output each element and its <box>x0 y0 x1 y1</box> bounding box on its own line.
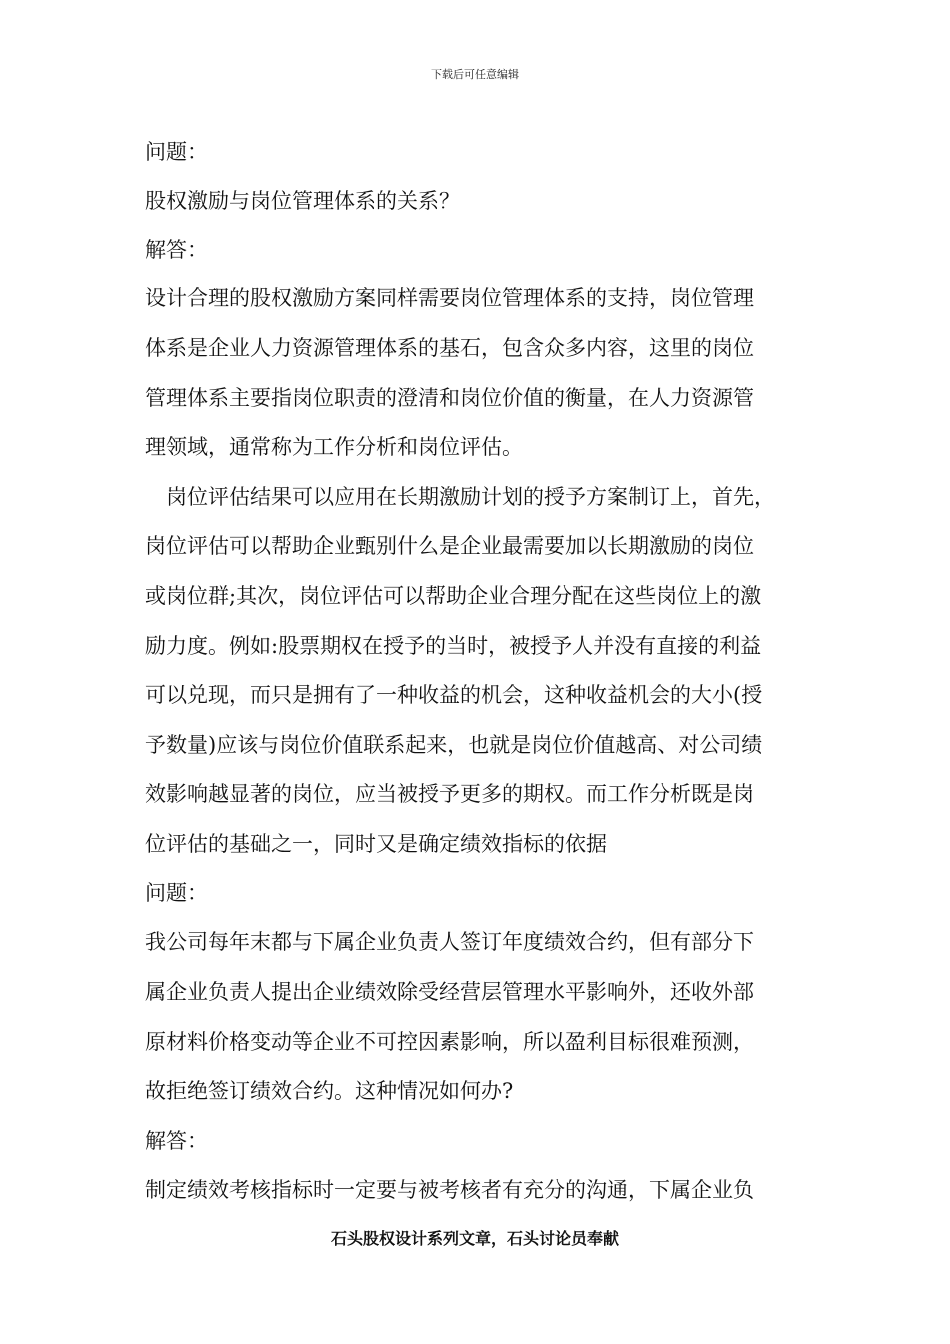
answer-paragraph-line: 励力度。例如:股票期权在授予的当时，被授予人并没有直接的利益 <box>145 633 762 658</box>
question-paragraph-line: 属企业负责人提出企业绩效除受经营层管理水平影响外，还收外部 <box>145 979 754 1004</box>
document-body <box>145 128 835 1216</box>
question-label: 问题： <box>145 140 208 164</box>
answer-paragraph-line: 制定绩效考核指标时一定要与被考核者有充分的沟通，下属企业负 <box>145 1178 754 1203</box>
answer-label: 解答： <box>145 1128 208 1153</box>
answer-paragraph-line: 予数量)应该与岗位价值联系起来，也就是岗位价值越高、对公司绩 <box>145 732 763 757</box>
question-text: 股权激励与岗位管理体系的关系？ <box>145 188 460 213</box>
answer-label: 解答： <box>145 237 208 262</box>
question-paragraph-line: 我公司每年末都与下属企业负责人签订年度绩效合约，但有部分下 <box>145 930 754 955</box>
answer-paragraph-line: 理领域，通常称为工作分析和岗位评估。 <box>145 435 523 460</box>
answer-paragraph-line: 效影响越显著的岗位，应当被授予更多的期权。而工作分析既是岗 <box>145 782 754 807</box>
question-paragraph-line: 原材料价格变动等企业不可控因素影响，所以盈利目标很难预测， <box>145 1029 754 1054</box>
answer-paragraph-line: 体系是企业人力资源管理体系的基石，包含众多内容，这里的岗位 <box>145 335 754 360</box>
answer-paragraph-line: 位评估的基础之一，同时又是确定绩效指标的依据 <box>145 831 607 856</box>
page-header: 下载后可任意编辑 <box>431 68 519 81</box>
page-footer: 石头股权设计系列文章，石头讨论员奉献 <box>330 1229 619 1248</box>
answer-paragraph-line: 管理体系主要指岗位职责的澄清和岗位价值的衡量，在人力资源管 <box>145 385 754 410</box>
question-paragraph-line: 故拒绝签订绩效合约。这种情况如何办? <box>145 1079 514 1104</box>
question-label: 问题： <box>145 880 208 905</box>
answer-paragraph-line: 岗位评估可以帮助企业甄别什么是企业最需要加以长期激励的岗位 <box>145 534 754 559</box>
answer-paragraph-line: 岗位评估结果可以应用在长期激励计划的授予方案制订上，首先， <box>145 484 775 509</box>
answer-paragraph-line: 或岗位群;其次，岗位评估可以帮助企业合理分配在这些岗位上的激 <box>145 583 762 608</box>
answer-paragraph-line: 设计合理的股权激励方案同样需要岗位管理体系的支持，岗位管理 <box>145 286 754 311</box>
answer-paragraph-line: 可以兑现，而只是拥有了一种收益的机会，这种收益机会的大小(授 <box>145 683 763 708</box>
